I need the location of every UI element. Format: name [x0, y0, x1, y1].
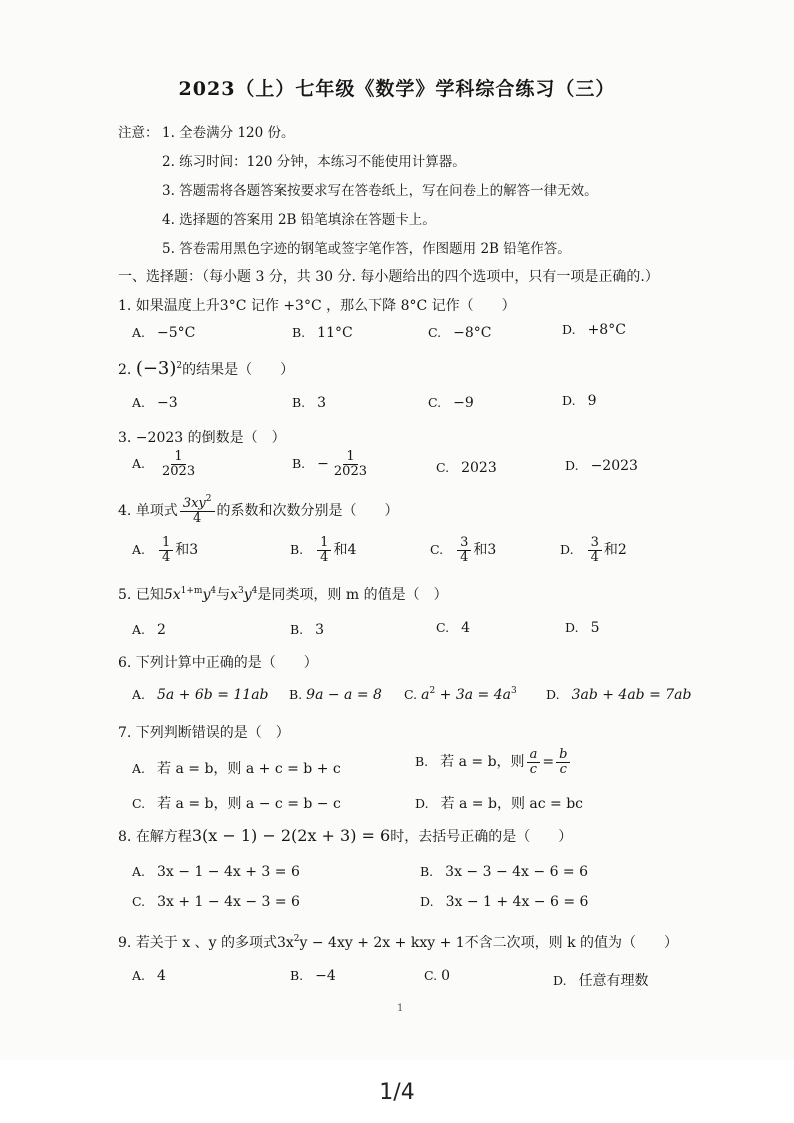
q3-option-c: C. 2023	[436, 460, 497, 476]
q6-option-a: A. 5a + 6b = 11ab	[132, 687, 269, 703]
q2-option-d: D. 9	[562, 393, 597, 409]
q6-option-b: B. 9a − a = 8	[289, 687, 382, 703]
q4-option-b: B. $\frac{1}{4}$ 和4	[290, 535, 357, 565]
q1-option-b: B. 11°C	[292, 325, 353, 341]
note-item: 3. 答题需将各题答案按要求写在答卷纸上，写在问卷上的解答一律无效。	[162, 183, 598, 199]
note-item: 2. 练习时间：120 分钟，本练习不能使用计算器。	[162, 154, 466, 170]
q4-option-a: A. $\frac{1}{4}$ 和3	[132, 535, 199, 565]
q3-option-a: A. $\frac{1}{2023}$	[132, 449, 196, 479]
q9-option-d: D. 任意有理数	[553, 973, 649, 989]
q1-option-c: C. −8°C	[428, 325, 492, 341]
q8-option-a: A. 3x − 1 − 4x + 3 = 6	[132, 864, 300, 880]
q2-option-c: C. −9	[428, 395, 474, 411]
page-footer-mark: 1	[397, 1003, 404, 1014]
q8-option-c: C. 3x + 1 − 4x − 3 = 6	[132, 894, 300, 910]
q1-option-a: A. −5°C	[132, 325, 196, 341]
q3-option-b: B. − $\frac{1}{2023}$	[292, 449, 367, 479]
note-item: 5. 答卷需用黑色字迹的钢笔或签字笔作答，作图题用 2B 铅笔作答。	[162, 241, 571, 257]
note-item: 1. 全卷满分 120 份。	[162, 125, 295, 141]
q7-option-c: C. 若 a = b，则 a − c = b − c	[132, 796, 341, 812]
q5-option-d: D. 5	[565, 620, 600, 636]
section-heading: 一、选择题：（每小题 3 分，共 30 分. 每小题给出的四个选项中，只有一项是正确的.）	[118, 269, 659, 285]
q1-option-d: D. +8°C	[562, 322, 626, 338]
q2-option-b: B. 3	[292, 395, 327, 411]
q4-option-c: C. $\frac{3}{4}$ 和3	[430, 535, 497, 565]
question-9-stem: 9. 若关于 x 、y 的多项式$3x^2y - 4xy + 2x$ + kxy + 1不含二次项，则 k 的值为（ ）	[118, 934, 679, 951]
q6-option-c: C. $a^2 + 3a = 4a^3$	[404, 686, 517, 703]
q7-option-a: A. 若 a = b，则 a + c = b + c	[132, 761, 341, 777]
q5-option-a: A. 2	[132, 622, 166, 638]
q5-option-b: B. 3	[290, 622, 325, 638]
q7-option-b: B. 若 a = b，则 $\frac{a}{c}$ = $\frac{b}{c}$	[415, 748, 572, 776]
note-item: 4. 选择题的答案用 2B 铅笔填涂在答题卡上。	[162, 212, 436, 228]
q8-option-d: D. 3x − 1 + 4x − 6 = 6	[420, 894, 589, 910]
question-2-stem: 2. $(-3)^2$的结果是（ ）	[118, 358, 295, 379]
notes-label: 注意：	[118, 125, 159, 141]
q9-option-b: B. −4	[290, 968, 336, 984]
q6-option-d: D. 3ab + 4ab = 7ab	[546, 687, 692, 703]
question-6-stem: 6. 下列计算中正确的是（ ）	[118, 655, 318, 671]
q9-option-c: C. 0	[424, 968, 451, 984]
question-5-stem: 5. 已知$5x^{1+m}y^4$与$x^3y^4$是同类项，则 m 的值是（ ）	[118, 586, 448, 603]
q9-option-a: A. 4	[132, 968, 166, 984]
q7-option-d: D. 若 a = b，则 ac = bc	[415, 796, 584, 812]
question-8-stem: 8. 在解方程3(x − 1) − 2(2x + 3) = 6时，去括号正确的是（ ）	[118, 826, 573, 845]
page-title: 2023（上）七年级《数学》学科综合练习（三）	[178, 78, 616, 100]
q5-option-c: C. 4	[436, 620, 471, 636]
question-1-stem: 1. 如果温度上升3°C 记作 +3°C ，那么下降 8°C 记作（ ）	[118, 298, 516, 314]
question-7-stem: 7. 下列判断错误的是（ ）	[118, 725, 290, 741]
q8-option-b: B. 3x − 3 − 4x − 6 = 6	[420, 864, 589, 880]
q3-option-d: D. −2023	[565, 458, 638, 474]
question-3-stem: 3. −2023 的倒数是（ ）	[118, 430, 286, 446]
page-indicator: 1/4	[379, 1080, 415, 1105]
question-4-stem: 4. 单项式 $\frac{3xy^2}{4}$ 的系数和次数分别是（ ）	[118, 494, 399, 526]
q2-option-a: A. −3	[132, 395, 178, 411]
q4-option-d: D. $\frac{3}{4}$ 和2	[560, 535, 627, 565]
